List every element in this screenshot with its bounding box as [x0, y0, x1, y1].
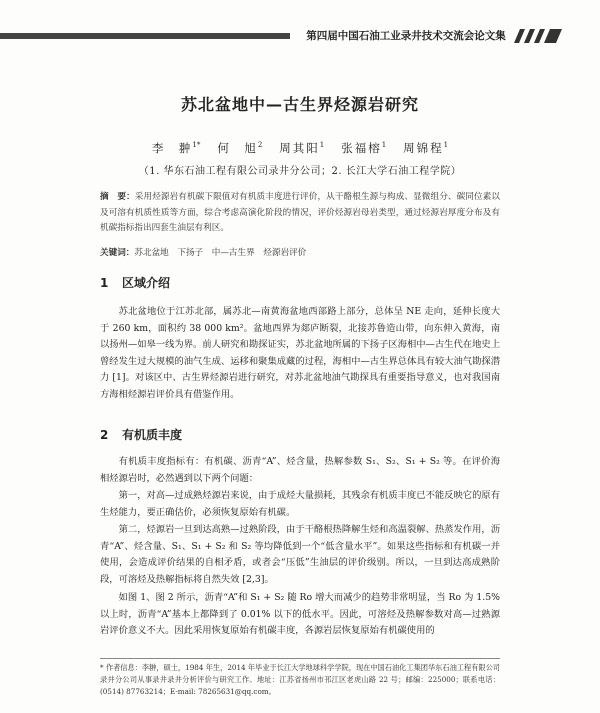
journal-header — [0, 26, 600, 46]
keywords-label: 关键词： — [100, 248, 135, 258]
affiliation: （1. 华东石油工程有限公司录井分公司；2. 长江大学石油工程学院） — [138, 166, 462, 177]
paper-title: 苏北盆地中—古生界烃源岩研究 — [180, 95, 419, 114]
author-name: 周锦程 — [403, 141, 444, 155]
journal-title: 第四届中国石油工业录井技术交流会论文集 — [290, 26, 516, 46]
abstract-label: 摘 要： — [100, 192, 135, 202]
author-affil-mark: 1* — [192, 141, 201, 150]
author-name: 张福榕 — [341, 141, 382, 155]
author-affil-mark: 1 — [319, 141, 325, 150]
paragraph: 第一，对高—过成熟烃源岩来说，由于成烃大量损耗，其残余有机质丰度已不能反映它的原有生烃能力，要正确估价，必须恢复原始有机碳。 — [100, 490, 500, 518]
author-affil-mark: 1 — [443, 141, 449, 150]
author-list — [0, 140, 600, 156]
footnote-rule — [100, 658, 500, 659]
abstract-text: 采用烃源岩有机碳下限值对有机质丰度进行评价，从干酪根生源与构成、显微组分、碳同位素以及可溶有机质性质等方面，综合考虑高演化阶段的情况，评价烃源岩母岩类型，通过烃源岩厚度分布及有机碳指标指出四套生油层有利区。 — [100, 192, 500, 233]
section-heading-2 — [100, 426, 182, 443]
section-number: 2 — [100, 428, 109, 442]
paragraph: 有机质丰度指标有：有机碳、沥青“A”、烃含量，热解参数 S₁、S₂、S₁ + S₂ 等。在评价海相烃源岩时，必然遇到以下两个问题： — [100, 456, 500, 484]
footnote: * 作者信息：李翀，硕士，1984 年生，2014 年毕业于长江大学地球科学学院，现在中国石油化工集团华东石油工程有限公司录井分公司从事录井录井分析评价与研究工作。地址：江苏省扬州市邗江区老虎山路 22 号；邮编：225000；联系电话：(0514) 87763214；E-mail: 78265631@qq.com。 — [100, 663, 500, 696]
section-heading-1 — [100, 274, 170, 291]
paragraph: 第二，烃源岩一旦到达高熟—过熟阶段，由于干酪根热降解生烃和高温裂解、热蒸发作用，沥青“A”、烃含量、S₁、S₁ + S₂ 和 S₂ 等均降低到一个“低含量水平”。如果这些指标和有机碳一并使用，会造成评价结果的自相矛盾，或者会“压低”生油层的评价级别。所以，一旦到达高成熟阶段，可溶烃及热解指标将自然失效 [2,3]。 — [100, 524, 500, 585]
keywords-text: 苏北盆地 下扬子 中—古生界 烃源岩评价 — [134, 248, 307, 258]
header-stripes-icon — [510, 29, 570, 43]
abstract — [100, 190, 500, 237]
author-affil-mark: 1 — [381, 141, 387, 150]
keywords — [100, 246, 500, 260]
author-name: 李 翀 — [151, 141, 193, 155]
paragraph: 如图 1、图 2 所示，沥青“A”和 S₁ + S₂ 随 Ro 增大而减少的趋势非常明显，当 Ro 为 1.5% 以上时，沥青“A”基本上都降到了 0.01% 以下的低水平。因此，可溶烃及热解参数对高—过熟源岩评价意义不大。因此采用恢复原始有机碳丰度，各源岩层恢复原始有机碳使用的 — [100, 592, 500, 637]
header-rule — [0, 33, 290, 39]
paragraph: 苏北盆地位于江苏北部，属苏北—南黄海盆地西部路上部分，总体呈 NE 走向，延伸长度大于 260 km，面积约 38 000 km²。盆地西界为郯庐断裂，北接苏鲁造山带，向东伸入黄海，南以扬州—如皋一线为界。前人研究和勘探证实，苏北盆地所属的下扬子区海相中—古生代在地史上曾经发生过大规模的油气生成、运移和聚集成藏的过程，海相中—古生界总体具有较大油气勘探潜力 [1]。对该区中、古生界烃源岩进行研究，对苏北盆地油气勘探具有重要指导意义，也对我国南方海相烃源岩评价具有借鉴作用。 — [100, 306, 500, 400]
author-name: 周其阳 — [279, 141, 320, 155]
section-title: 有机质丰度 — [122, 428, 183, 442]
author-name: 何 旭 — [217, 141, 258, 155]
section-number: 1 — [100, 276, 109, 290]
author-affil-mark: 2 — [257, 141, 263, 150]
section-title: 区域介绍 — [122, 276, 171, 290]
